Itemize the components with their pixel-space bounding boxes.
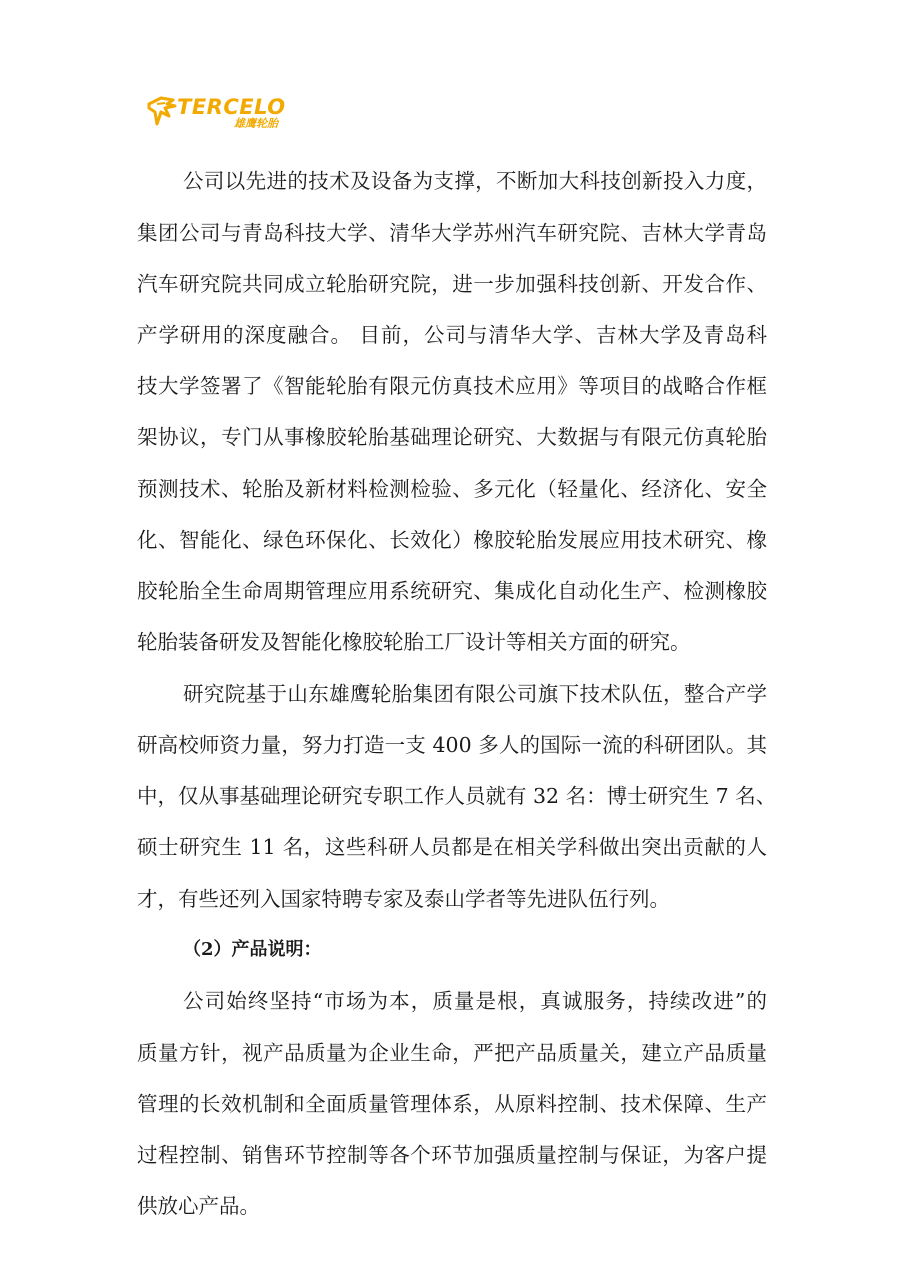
paragraph-1-line-5: 技大学签署了《智能轮胎有限元仿真技术应用》等项目的战略合作框 — [137, 374, 767, 398]
paragraph-2-line-1: 研究院基于山东雄鹰轮胎集团有限公司旗下技术队伍，整合产学 — [183, 682, 767, 706]
paragraph-1-line-10: 轮胎装备研发及智能化橡胶轮胎工厂设计等相关方面的研究。 — [137, 630, 691, 654]
company-logo — [147, 94, 297, 134]
paragraph-1-line-8: 化、智能化、绿色环保化、长效化）橡胶轮胎发展应用技术研究、橡 — [137, 528, 767, 552]
paragraph-3-line-2: 质量方针，视产品质量为企业生命，严把产品质量关，建立产品质量 — [137, 1041, 767, 1065]
logo-subtitle: 雄鹰轮胎 — [234, 117, 278, 130]
logo-brand: TERCELO — [177, 95, 286, 119]
paragraph-3-line-5: 供放心产品。 — [137, 1194, 260, 1218]
paragraph-2-line-3: 中，仅从事基础理论研究专职工作人员就有 32 名：博士研究生 7 名、 — [137, 784, 777, 808]
paragraph-1-line-4: 产学研用的深度融合。 目前，公司与清华大学、吉林大学及青岛科 — [137, 323, 767, 347]
paragraph-1-line-3: 汽车研究院共同成立轮胎研究院，进一步加强科技创新、开发合作、 — [137, 272, 767, 296]
section-heading: （2）产品说明： — [183, 939, 322, 960]
paragraph-1-line-6: 架协议，专门从事橡胶轮胎基础理论研究、大数据与有限元仿真轮胎 — [137, 425, 767, 449]
paragraph-3-line-1: 公司始终坚持“市场为本，质量是根，真诚服务，持续改进”的 — [183, 989, 767, 1013]
paragraph-1-line-1: 公司以先进的技术及设备为支撑，不断加大科技创新投入力度， — [183, 169, 767, 193]
paragraph-2-line-5: 才，有些还列入国家特聘专家及泰山学者等先进队伍行列。 — [137, 887, 670, 911]
paragraph-3-line-4: 过程控制、销售环节控制等各个环节加强质量控制与保证，为客户提 — [137, 1143, 767, 1167]
paragraph-1-line-9: 胶轮胎全生命周期管理应用系统研究、集成化自动化生产、检测橡胶 — [137, 579, 767, 603]
paragraph-3-line-3: 管理的长效机制和全面质量管理体系，从原料控制、技术保障、生产 — [137, 1092, 767, 1116]
paragraph-1-line-2: 集团公司与青岛科技大学、清华大学苏州汽车研究院、吉林大学青岛 — [137, 221, 767, 245]
paragraph-2-line-2: 研高校师资力量，努力打造一支 400 多人的国际一流的科研团队。其 — [137, 733, 767, 757]
paragraph-2-line-4: 硕士研究生 11 名，这些科研人员都是在相关学科做出突出贡献的人 — [137, 835, 767, 859]
eagle-icon — [147, 94, 179, 130]
paragraph-1-line-7: 预测技术、轮胎及新材料检测检验、多元化（轻量化、经济化、安全 — [137, 477, 767, 501]
